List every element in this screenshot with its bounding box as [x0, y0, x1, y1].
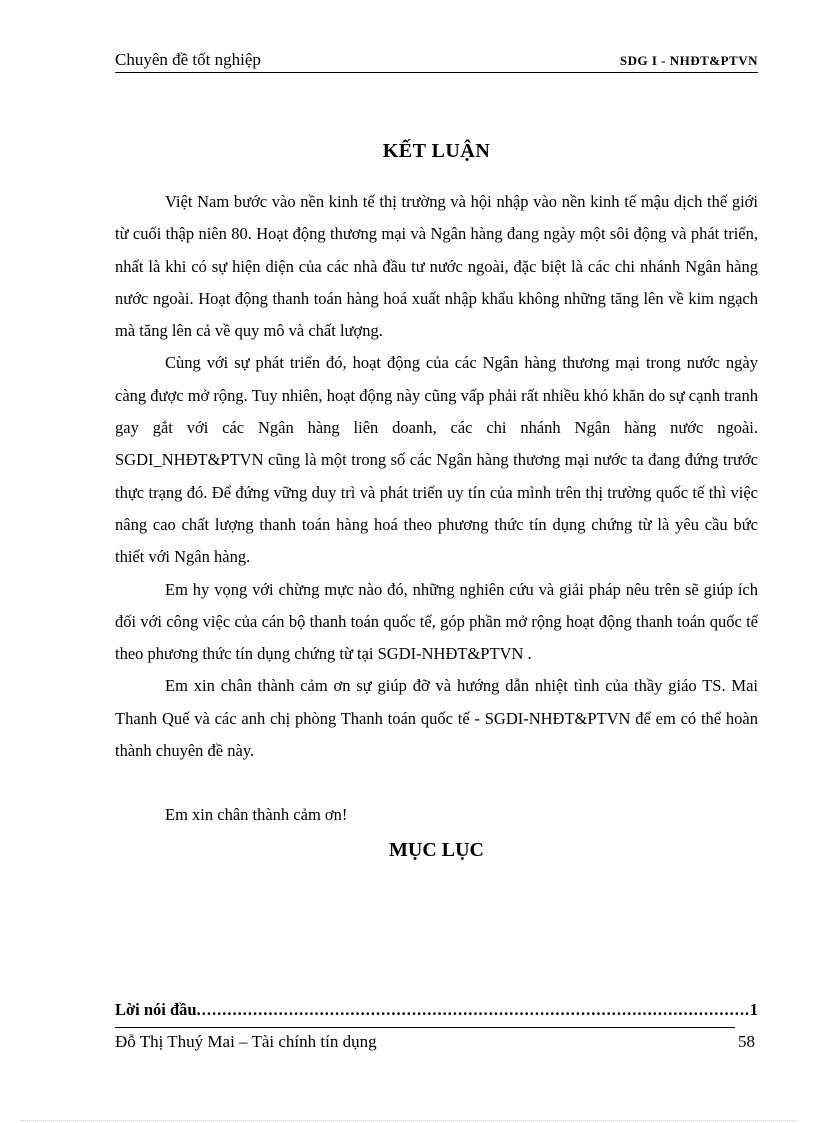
chapter-title: KẾT LUẬN — [382, 140, 491, 162]
toc-entry-leader — [197, 1000, 750, 1020]
header-document-type: Chuyên đề tốt nghiệp — [115, 50, 261, 69]
header-organization: SDG I - NHĐT&PTVN — [619, 53, 758, 68]
toc-entry[interactable] — [115, 1000, 758, 1020]
toc-title: MỤC LỤC — [389, 838, 484, 861]
footer-author: Đỗ Thị Thuý Mai – Tài chính tín dụng — [115, 1032, 377, 1051]
conclusion-body — [115, 186, 758, 864]
page-edge-divider — [20, 1120, 796, 1121]
toc-entry-label: Lời nói đầu — [115, 1000, 197, 1019]
paragraph-2: Cùng với sự phát triển đó, hoạt động của các Ngân hàng thương mại trong nước ngày càng được mở rộng. Tuy nhiên, hoạt động này cũng vấp phải rất nhiều khó khăn do sự cạnh tranh gay gắt với các Ngân hàng liên doanh, các chi nhánh Ngân hàng nước ngoài. SGDI_NHĐT&PTVN cũng là một trong số các Ngân hàng thương mại nước ta đang đứng trước thực trạng đó. Để đứng vững duy trì và phát triển uy tín của mình trên thị trường quốc tế thì việc nâng cao chất lượng thanh toán hàng hoá theo phương thức tín dụng chứng từ là yêu cầu bức thiết với Ngân hàng. — [115, 353, 758, 567]
paragraph-4: Em xin chân thành cảm ơn sự giúp đỡ và hướng dẫn nhiệt tình của thầy giáo TS. Mai Thanh Quế và các anh chị phòng Thanh toán quốc tế - SGDI-NHĐT&PTVN để em có thể hoàn thành chuyên đề này. — [115, 676, 758, 761]
closing-line: Em xin chân thành cảm ơn! — [165, 805, 348, 825]
footer-page-number: 58 — [738, 1032, 755, 1051]
footer-divider — [115, 1027, 735, 1028]
paragraph-1: Việt Nam bước vào nền kinh tế thị trường và hội nhập vào nền kinh tế mậu dịch thế giới từ cuối thập niên 80. Hoạt động thương mại và Ngân hàng đang ngày một sôi động và phát triển, nhất là khi có sự hiện diện của các nhà đầu tư nước ngoài, đặc biệt là các chi nhánh Ngân hàng nước ngoài. Hoạt động thanh toán hàng hoá xuất nhập khẩu không những tăng lên về kim ngạch mà tăng lên cả về quy mô và chất lượng. — [115, 192, 758, 341]
toc-entry-page: 1 — [749, 1000, 758, 1019]
page-header — [115, 48, 758, 73]
paragraph-3: Em hy vọng với chừng mực nào đó, những nghiên cứu và giải pháp nêu trên sẽ giúp ích đối với công việc của cán bộ thanh toán quốc tế, góp phần mở rộng hoạt động thanh toán quốc tế theo phương thức tín dụng chứng từ tại SGDI-NHĐT&PTVN . — [115, 579, 758, 664]
paragraph-spacer — [115, 767, 758, 799]
